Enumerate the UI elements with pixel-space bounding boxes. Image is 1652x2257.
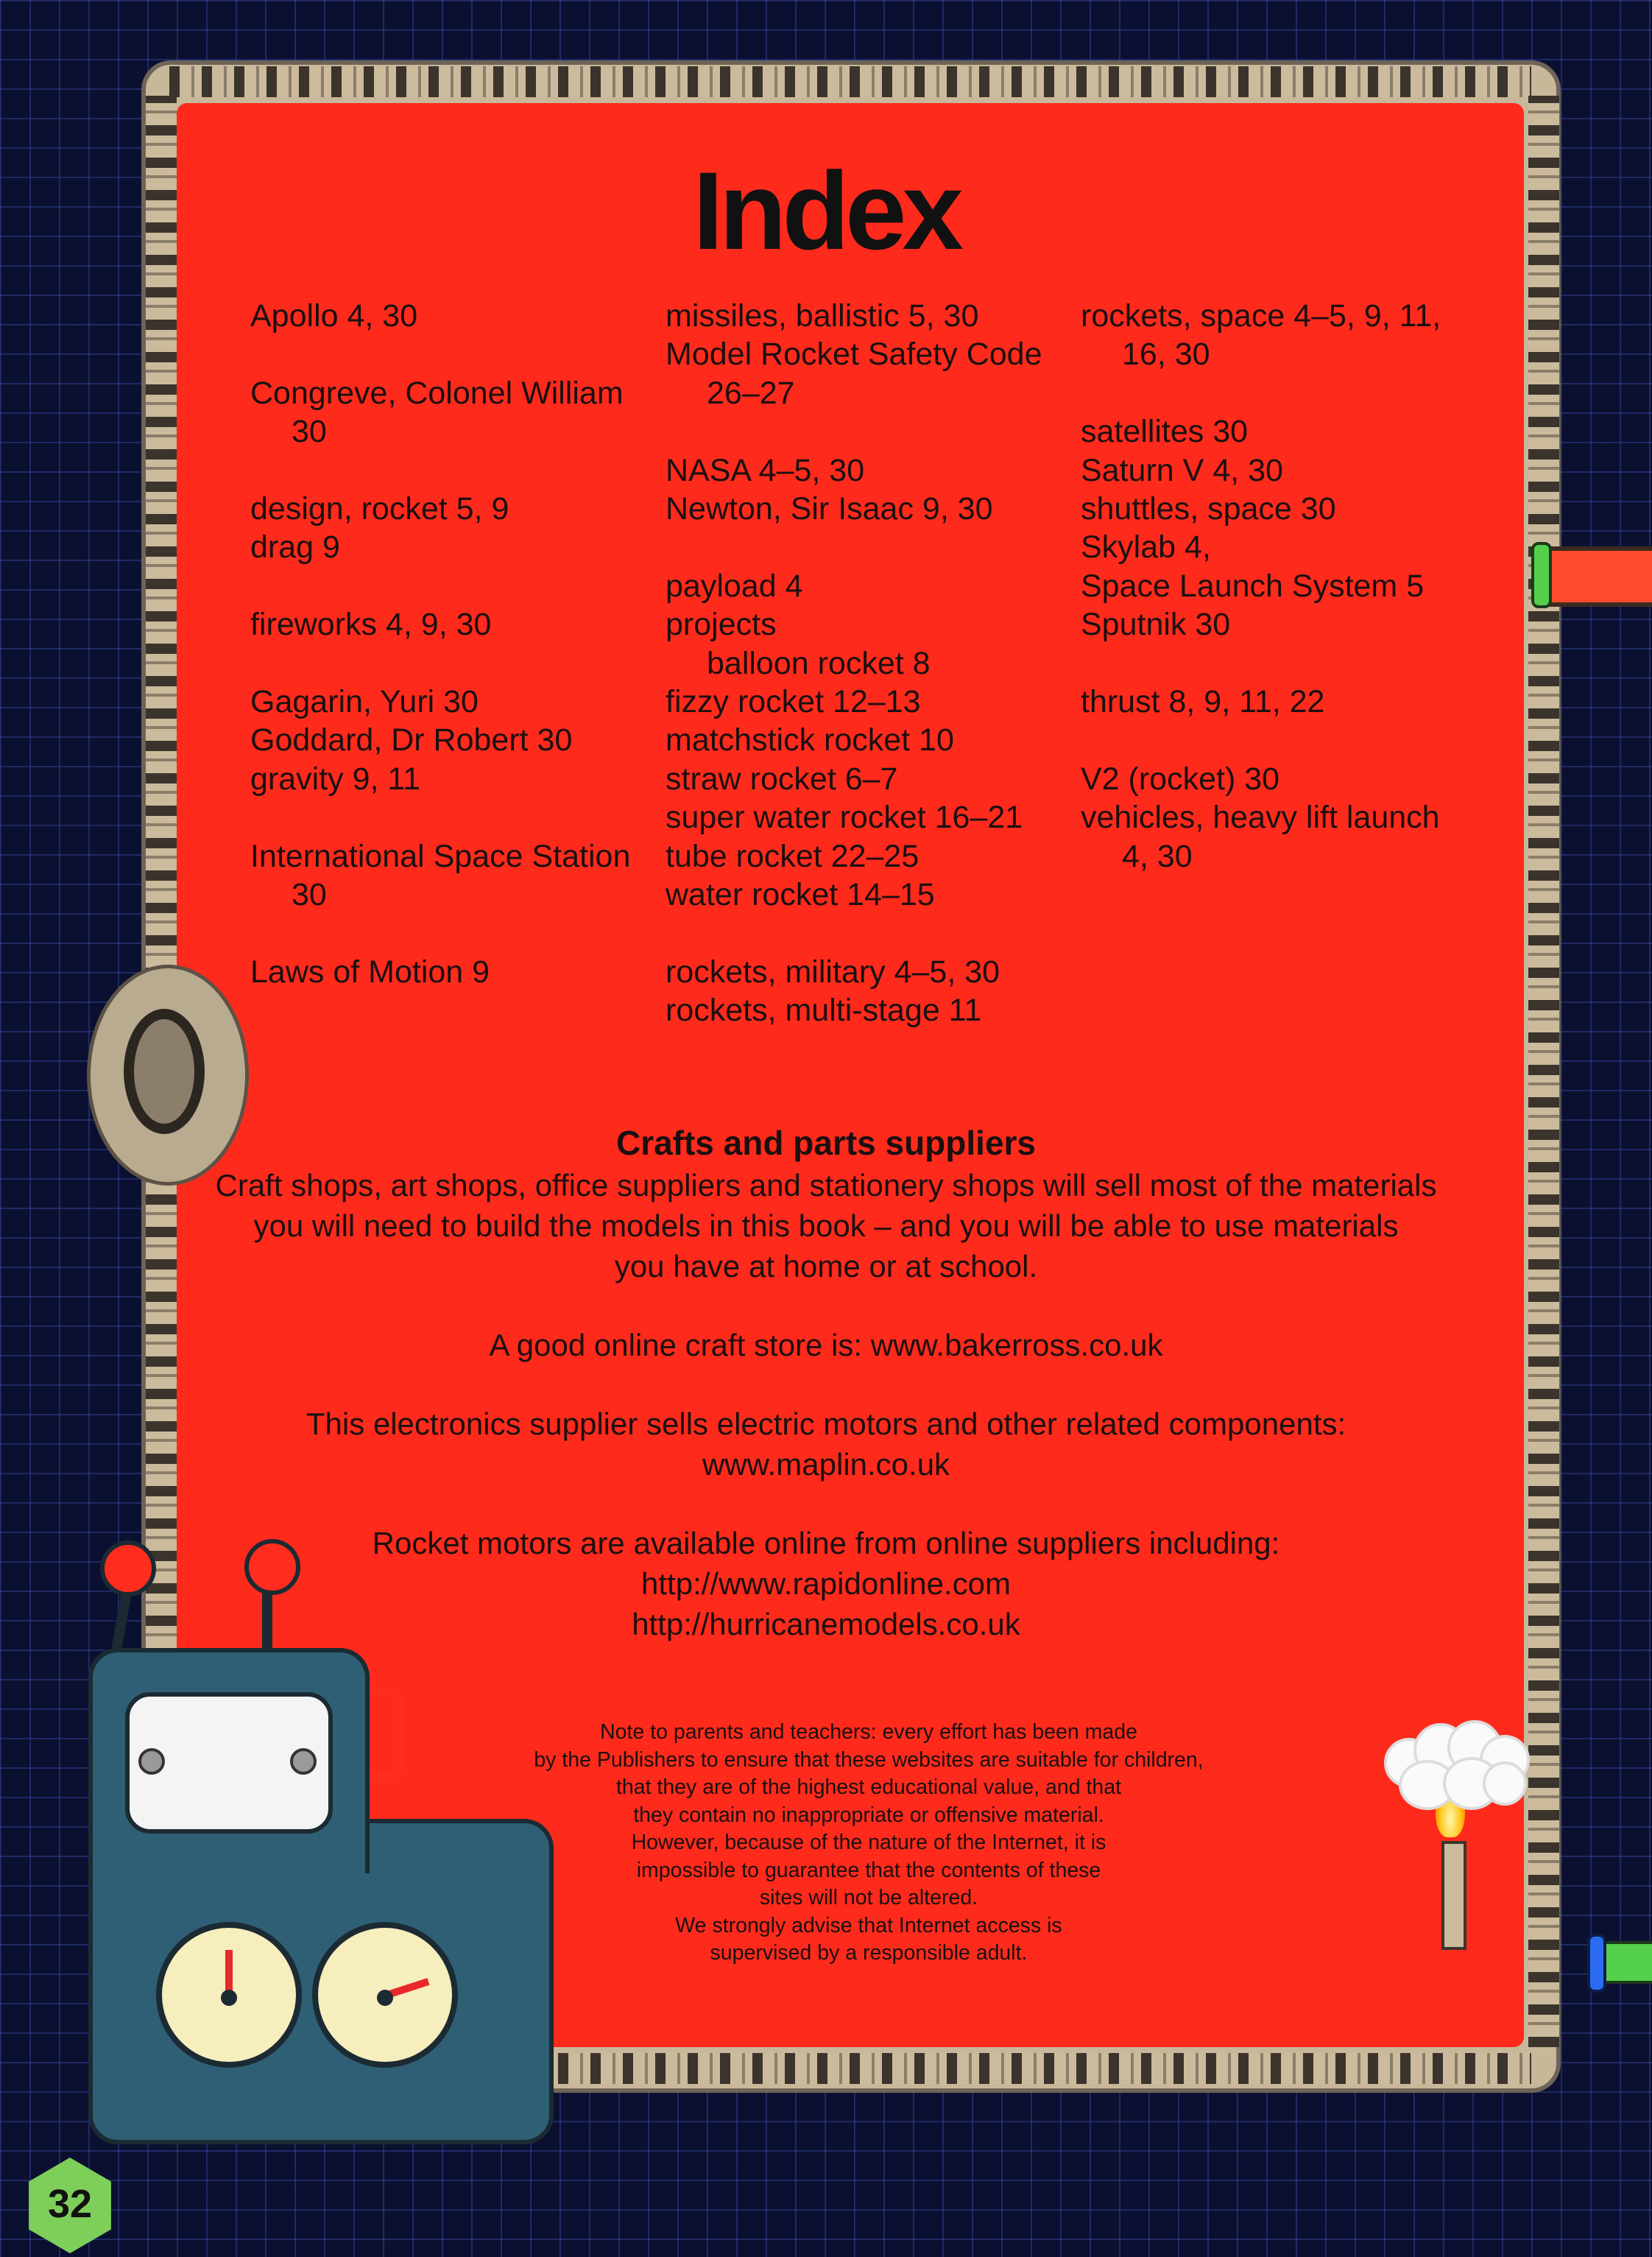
- red-pipe-right: [1539, 546, 1652, 607]
- note-line: We strongly advise that Internet access is: [675, 1913, 1062, 1937]
- note-line: Note to parents and teachers: every effort has been made: [600, 1720, 1137, 1744]
- index-entry: rockets, space 4–5, 9, 11,: [1081, 298, 1441, 334]
- index-spacer: [250, 914, 630, 952]
- robot-knob-right: [244, 1539, 300, 1595]
- index-spacer: [666, 412, 1042, 451]
- index-entry: rockets, multi-stage 11: [666, 993, 982, 1029]
- suppliers-line: Rocket motors are available online from online suppliers including:: [372, 1526, 1280, 1560]
- index-entry: payload 4: [666, 568, 803, 604]
- suppliers-heading: Crafts and parts suppliers: [615, 1124, 1037, 1162]
- index-spacer: [250, 451, 630, 490]
- suppliers-line: you will need to build the models in this book – and you will be able to use materials: [253, 1208, 1399, 1243]
- index-entry: projects: [666, 607, 777, 643]
- robot-antenna-right: [262, 1591, 272, 1657]
- index-column-2: [666, 297, 1042, 1030]
- note-line: by the Publishers to ensure that these websites are suitable for children,: [534, 1747, 1204, 1772]
- index-entry: design, rocket 5, 9: [250, 491, 509, 527]
- suppliers-line: A good online craft store is: www.bakerross.co.uk: [489, 1328, 1163, 1362]
- index-entry: fizzy rocket 12–13: [666, 684, 921, 720]
- index-entry: 26–27: [707, 375, 795, 411]
- frame-rail-right: [1528, 96, 1559, 2047]
- index-entry: NASA 4–5, 30: [666, 452, 865, 488]
- index-spacer: [250, 567, 630, 605]
- burner-pipe: [1441, 1841, 1466, 1950]
- index-spacer: [250, 798, 630, 837]
- screw-icon: [138, 1748, 165, 1775]
- note-line: supervised by a responsible adult.: [710, 1941, 1028, 1965]
- index-entry: rockets, military 4–5, 30: [666, 954, 1000, 990]
- index-entry: 30: [292, 414, 327, 450]
- page-title: Index: [693, 149, 959, 272]
- index-entry: drag 9: [250, 529, 340, 566]
- index-entry: super water rocket 16–21: [666, 800, 1023, 836]
- index-spacer: [1081, 644, 1441, 683]
- suppliers-spacer: [0, 1286, 1652, 1325]
- index-entry: Skylab 4,: [1081, 529, 1211, 566]
- index-entry: Sputnik 30: [1081, 607, 1231, 643]
- index-entry: fireworks 4, 9, 30: [250, 607, 492, 643]
- index-entry: shuttles, space 30: [1081, 491, 1336, 527]
- gauge-left-needle: [225, 1950, 233, 1996]
- suppliers-line: This electronics supplier sells electric motors and other related components:: [306, 1406, 1346, 1441]
- index-entry: 4, 30: [1122, 838, 1193, 874]
- page-number: 32: [47, 2182, 93, 2226]
- index-entry: Apollo 4, 30: [250, 298, 418, 334]
- index-entry: Congreve, Colonel William: [250, 375, 624, 411]
- suppliers-line: http://hurricanemodels.co.uk: [632, 1607, 1020, 1641]
- index-spacer: [250, 335, 630, 373]
- index-entry: Model Rocket Safety Code: [666, 337, 1042, 373]
- robot-screen: [125, 1692, 333, 1834]
- robot-knob-left: [100, 1541, 156, 1596]
- index-entry: tube rocket 22–25: [666, 838, 919, 874]
- index-column-3: [1081, 297, 1441, 876]
- index-entry: water rocket 14–15: [666, 877, 935, 913]
- index-entry: straw rocket 6–7: [666, 761, 898, 797]
- index-spacer: [666, 528, 1042, 566]
- suppliers-spacer: [0, 1365, 1652, 1404]
- index-entry: vehicles, heavy lift launch: [1081, 800, 1440, 836]
- suppliers-line: Craft shops, art shops, office suppliers and stationery shops will sell most of the materials: [215, 1168, 1437, 1203]
- suppliers-line: you have at home or at school.: [614, 1249, 1038, 1284]
- gauge-right: [312, 1922, 458, 2068]
- suppliers-spacer: [0, 1485, 1652, 1523]
- index-spacer: [1081, 721, 1441, 759]
- note-line: However, because of the nature of the Internet, it is: [631, 1831, 1106, 1854]
- index-column-1: [250, 297, 630, 991]
- suppliers-line: http://www.rapidonline.com: [641, 1566, 1011, 1601]
- frame-rail-top: [169, 66, 1531, 97]
- index-entry: Gagarin, Yuri 30: [250, 684, 479, 719]
- index-spacer: [1081, 374, 1441, 412]
- note-line: that they are of the highest educational value, and that: [615, 1775, 1122, 1799]
- index-entry: thrust 8, 9, 11, 22: [1081, 684, 1325, 720]
- blue-pipe-connector: [1587, 1934, 1606, 1993]
- index-entry: Newton, Sir Isaac 9, 30: [666, 491, 993, 527]
- index-entry: Space Launch System 5: [1081, 568, 1425, 604]
- gauge-left: [156, 1922, 302, 2068]
- index-spacer: [666, 914, 1042, 952]
- index-entry: Laws of Motion 9: [250, 954, 490, 990]
- screw-icon: [290, 1748, 317, 1775]
- index-entry: 30: [292, 877, 327, 913]
- index-entry: Saturn V 4, 30: [1081, 452, 1283, 488]
- index-entry: satellites 30: [1081, 414, 1249, 450]
- index-entry: missiles, ballistic 5, 30: [666, 298, 979, 334]
- green-pipe-connector: [1531, 542, 1552, 608]
- index-entry: 16, 30: [1122, 337, 1210, 373]
- note-line: impossible to guarantee that the contents of these: [636, 1858, 1101, 1882]
- index-entry: matchstick rocket 10: [666, 722, 954, 758]
- suppliers-line: www.maplin.co.uk: [702, 1447, 950, 1482]
- index-entry: Goddard, Dr Robert 30: [250, 722, 573, 758]
- index-entry: gravity 9, 11: [250, 761, 421, 797]
- note-line: sites will not be altered.: [759, 1886, 978, 1909]
- index-entry: V2 (rocket) 30: [1081, 761, 1280, 797]
- index-entry: International Space Station: [250, 838, 631, 874]
- note-line: they contain no inappropriate or offensive material.: [633, 1803, 1104, 1827]
- porthole-window: [87, 965, 249, 1186]
- index-entry: balloon rocket 8: [707, 645, 931, 681]
- index-spacer: [250, 644, 630, 683]
